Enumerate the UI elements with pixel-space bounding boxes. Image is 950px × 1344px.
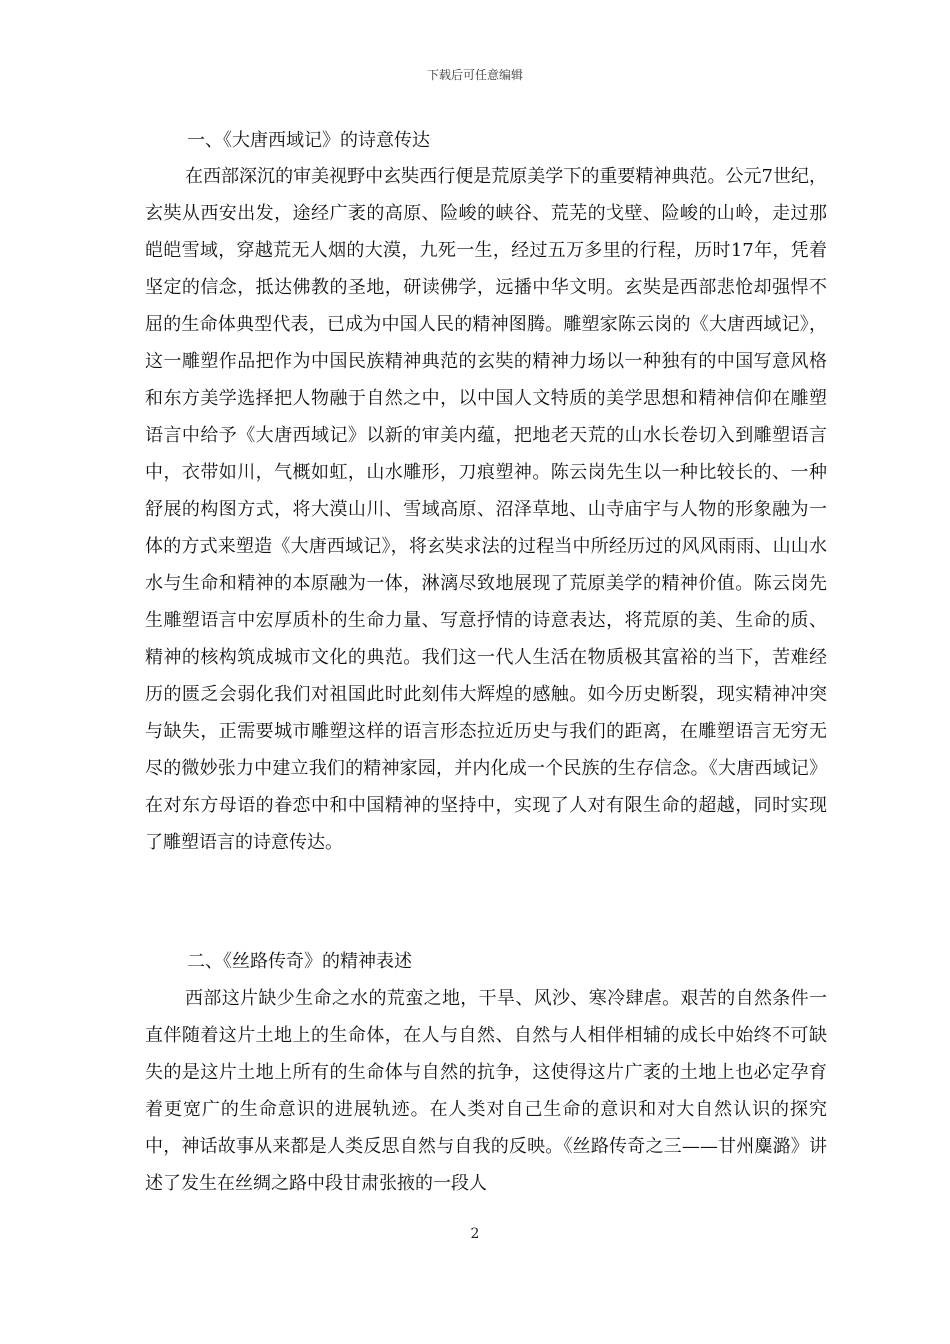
section-paragraph-1: 在西部深沉的审美视野中玄奘西行便是荒原美学下的重要精神典范。公元7世纪，玄奘从西安出发，途经广袤的高原、险峻的峡谷、荒芜的戈壁、险峻的山岭，走过那皑皑雪域，穿越荒无人烟的大漠，九死一生，经过五万多里的行程，历时17年，凭着坚定的信念，抵达佛教的圣地，研读佛学，远播中华文明。玄奘是西部悲怆却强悍不屈的生命体典型代表，已成为中国人民的精神图腾。雕塑家陈云岗的《大唐西域记》，这一雕塑作品把作为中国民族精神典范的玄奘的精神力场以一种独有的中国写意风格和东方美学选择把人物融于自然之中，以中国人文特质的美学思想和精神信仰在雕塑语言中给予《大唐西域记》以新的审美内蕴，把地老天荒的山水长卷切入到雕塑语言中，衣带如川，气概如虹，山水雕形，刀痕塑神。陈云岗先生以一种比较长的、一种舒展的构图方式，将大漠山川、雪域高原、沼泽草地、山寺庙宇与人物的形象融为一体的方式来塑造《大唐西域记》，将玄奘求法的过程当中所经历过的风风雨雨、山山水水与生命和精神的本原融为一体，淋漓尽致地展现了荒原美学的精神价值。陈云岗先生雕塑语言中宏厚质朴的生命力量、写意抒情的诗意表达，将荒原的美、生命的质、精神的核构筑成城市文化的典范。我们这一代人生活在物质极其富裕的当下，苦难经历的匮乏会弱化我们对祖国此时此刻伟大辉煌的感触。如今历史断裂，现实精神冲突与缺失，正需要城市雕塑这样的语言形态拉近历史与我们的距离，在雕塑语言无穷无尽的微妙张力中建立我们的精神家园，并内化成一个民族的生存信念。《大唐西域记》在对东方母语的眷恋中和中国精神的坚持中，实现了人对有限生命的超越，同时实现了雕塑语言的诗意传达。: [145, 166, 827, 853]
page-header: 下载后可任意编辑: [426, 68, 523, 82]
section-heading-2: 二、《丝路传奇》的精神表述: [187, 951, 412, 972]
page-number: 2: [470, 1226, 480, 1242]
section-paragraph-2: 西部这片缺少生命之水的荒蛮之地，干旱、风沙、寒冷肆虐。艰苦的自然条件一直伴随着这片土地上的生命体，在人与自然、自然与人相伴相辅的成长中始终不可缺失的是这片土地上所有的生命体与自然的抗争，这使得这片广袤的土地上也必定孕育着更宽广的生命意识的进展轨迹。在人类对自己生命的意识和对大自然认识的探究中，神话故事从来都是人类反思自然与自我的反映。《丝路传奇之三——甘州麋潞》讲述了发生在丝绸之路中段甘肃张掖的一段人: [145, 988, 827, 1194]
section-heading-1: 一、《大唐西域记》的诗意传达: [187, 130, 430, 151]
